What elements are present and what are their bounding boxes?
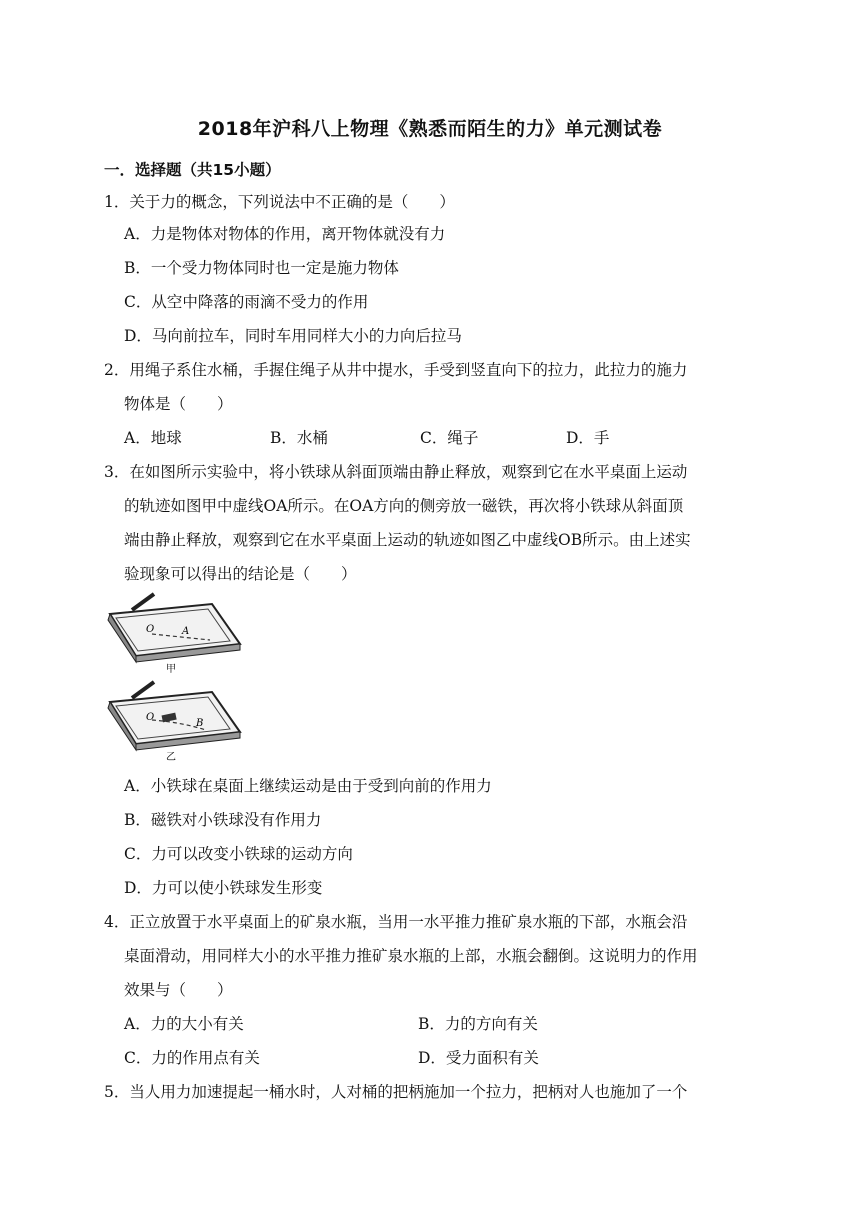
question-1-option-d: D．马向前拉车，同时车用同样大小的力向后拉马 bbox=[124, 327, 462, 345]
question-1-option-a: A．力是物体对物体的作用，离开物体就没有力 bbox=[124, 225, 446, 243]
question-4-stem-line-3: 效果与（ ） bbox=[124, 981, 233, 999]
figure-label-jia: 甲 bbox=[166, 664, 176, 675]
figure-yi-point-b: B bbox=[196, 718, 204, 729]
question-3-stem-line-3: 端由静止释放，观察到它在水平桌面上运动的轨迹如图乙中虚线OB所示。由上述实 bbox=[124, 531, 691, 549]
question-2-option-a: A．地球 bbox=[124, 429, 182, 447]
question-3-stem-line-2: 的轨迹如图甲中虚线OA所示。在OA方向的侧旁放一磁铁，再次将小铁球从斜面顶 bbox=[124, 497, 684, 515]
question-4-option-d: D．受力面积有关 bbox=[418, 1049, 539, 1067]
question-2-stem-line-2: 物体是（ ） bbox=[124, 395, 233, 413]
question-1-option-b: B．一个受力物体同时也一定是施力物体 bbox=[124, 259, 399, 277]
question-4-stem-line-2: 桌面滑动，用同样大小的水平推力推矿泉水瓶的上部，水瓶会翻倒。这说明力的作用 bbox=[124, 947, 698, 965]
question-2-option-b: B．水桶 bbox=[270, 429, 328, 447]
question-3-option-b: B．磁铁对小铁球没有作用力 bbox=[124, 811, 322, 829]
question-3-stem-line-1: 3．在如图所示实验中，将小铁球从斜面顶端由静止释放，观察到它在水平桌面上运动 bbox=[104, 463, 688, 481]
question-3-stem-line-4: 验现象可以得出的结论是（ ） bbox=[124, 565, 357, 583]
question-1-stem: 1．关于力的概念，下列说法中不正确的是（ ） bbox=[104, 193, 455, 211]
figure-yi-point-o: O bbox=[146, 712, 155, 723]
question-3-option-a: A．小铁球在桌面上继续运动是由于受到向前的作用力 bbox=[124, 777, 492, 795]
figure-jia-point-a: A bbox=[182, 626, 190, 637]
question-3-option-d: D．力可以使小铁球发生形变 bbox=[124, 879, 323, 897]
question-4-stem-line-1: 4．正立放置于水平桌面上的矿泉水瓶，当用一水平推力推矿泉水瓶的下部，水瓶会沿 bbox=[104, 913, 688, 931]
question-3-option-c: C．力可以改变小铁球的运动方向 bbox=[124, 845, 353, 863]
section-heading: 一．选择题（共15小题） bbox=[104, 161, 281, 179]
question-2-option-c: C．绳子 bbox=[420, 429, 479, 447]
experiment-figure bbox=[102, 590, 242, 762]
question-4-option-a: A．力的大小有关 bbox=[124, 1015, 244, 1033]
figure-label-yi: 乙 bbox=[166, 752, 176, 762]
question-1-option-c: C．从空中降落的雨滴不受力的作用 bbox=[124, 293, 369, 311]
figure-jia bbox=[108, 594, 240, 675]
question-2-stem-line-1: 2．用绳子系住水桶，手握住绳子从井中提水，手受到竖直向下的拉力，此拉力的施力 bbox=[104, 361, 688, 379]
question-4-option-c: C．力的作用点有关 bbox=[124, 1049, 260, 1067]
question-5-stem-line-1: 5．当人用力加速提起一桶水时，人对桶的把柄施加一个拉力，把柄对人也施加了一个 bbox=[104, 1083, 688, 1101]
question-2-option-d: D．手 bbox=[566, 429, 610, 447]
document-title: 2018年沪科八上物理《熟悉而陌生的力》单元测试卷 bbox=[197, 118, 663, 140]
question-4-option-b: B．力的方向有关 bbox=[418, 1015, 538, 1033]
figure-yi bbox=[108, 682, 240, 762]
figure-jia-point-o: O bbox=[146, 624, 155, 635]
